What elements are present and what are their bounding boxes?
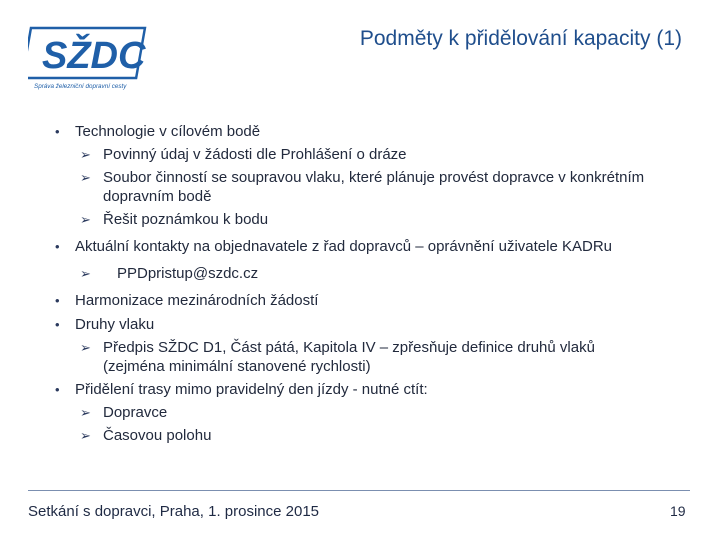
sub-bullet-item-continued: (zejména minimální stanovené rychlosti)	[103, 358, 371, 375]
logo-wordmark: SŽDC	[42, 35, 146, 77]
arrow-bullet-icon: ➢	[80, 405, 91, 420]
sub-bullet-item: Soubor činností se soupravou vlaku, které plánuje provést dopravce v konkrétním	[103, 169, 645, 186]
arrow-bullet-icon: ➢	[80, 170, 91, 185]
sub-bullet-item: Povinný údaj v žádosti dle Prohlášení o dráze	[103, 146, 407, 163]
arrow-bullet-icon: ➢	[80, 428, 91, 443]
footer-divider	[28, 490, 690, 491]
bullet-icon: •	[55, 382, 60, 397]
page-number: 19	[670, 503, 686, 519]
bullet-item: Aktuální kontakty na objednavatele z řad dopravců – oprávnění uživatele KADRu	[75, 238, 612, 255]
sub-bullet-item: Předpis SŽDC D1, Část pátá, Kapitola IV – zpřesňuje definice druhů vlaků	[103, 339, 595, 356]
bullet-item: Druhy vlaku	[75, 316, 155, 333]
arrow-bullet-icon: ➢	[80, 340, 91, 355]
arrow-bullet-icon: ➢	[80, 147, 91, 162]
sub-bullet-item: Dopravce	[103, 404, 168, 421]
slide-title: Podměty k přidělování kapacity (1)	[359, 27, 682, 50]
bullet-icon: •	[55, 317, 60, 332]
bullet-icon: •	[55, 239, 60, 254]
bullet-item: Technologie v cílovém bodě	[75, 123, 261, 140]
arrow-bullet-icon: ➢	[80, 266, 91, 281]
contact-email: PPDpristup@szdc.cz	[117, 265, 259, 282]
footer-text: Setkání s dopravci, Praha, 1. prosince 2015	[28, 503, 320, 520]
logo-subtitle: Správa železniční dopravní cesty	[34, 83, 127, 90]
sub-bullet-item: Časovou polohu	[103, 427, 212, 444]
bullet-item: Přidělení trasy mimo pravidelný den jízdy - nutné ctít:	[75, 381, 428, 398]
sub-bullet-item: Řešit poznámkou k bodu	[103, 211, 269, 228]
bullet-icon: •	[55, 124, 60, 139]
bullet-item: Harmonizace mezinárodních žádostí	[75, 292, 319, 309]
sub-bullet-item-continued: dopravním bodě	[103, 188, 212, 205]
arrow-bullet-icon: ➢	[80, 212, 91, 227]
bullet-icon: •	[55, 293, 60, 308]
